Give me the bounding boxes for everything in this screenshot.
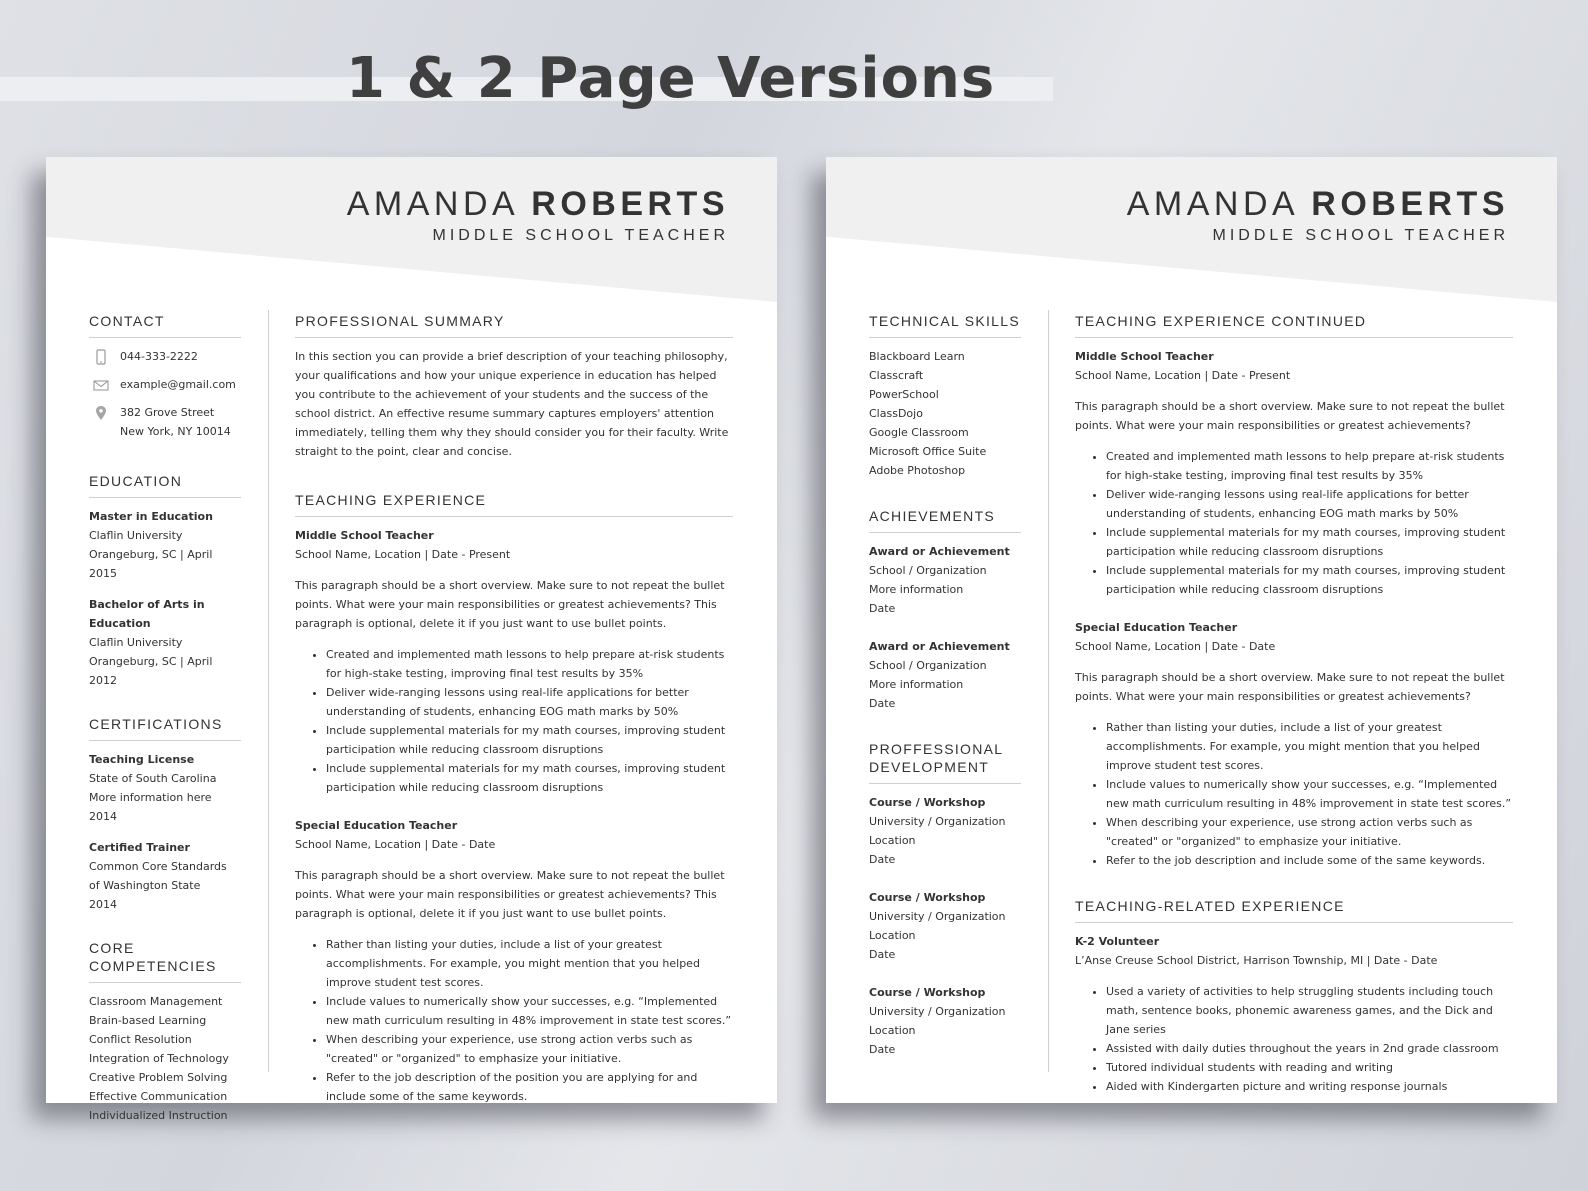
job-bullets [295,935,733,1106]
section-title: ACHIEVEMENTS [869,507,1021,533]
skill-item: ClassDojo [869,407,923,420]
section-title: CONTACT [89,312,241,338]
achievement-line: Date [869,602,896,615]
achievements-section [869,507,1021,713]
competencies-section [89,939,241,1125]
job-bullets [1075,718,1513,870]
course-line: Date [869,1043,896,1056]
bullet-item: • Include values to numerically show your successes, e.g. “Implemented new math curriculum resulting in 48% improvement in state test scores.” [1106,775,1513,813]
course-line: Location [869,929,916,942]
contact-section [89,312,241,441]
resume-page-2 [826,157,1557,1103]
job-bullets [1075,447,1513,599]
bullet-item: • When describing your experience, use strong action verbs such as "created" or "organized" to emphasize your initiative. [326,1030,733,1068]
bullet-item: • Refer to the job description and include some of the same keywords. [1106,851,1513,870]
experience-section [295,491,733,1106]
competency-item: Integration of Technology [89,1052,229,1065]
section-title: TEACHING-RELATED EXPERIENCE [1075,897,1513,923]
skills-section [869,312,1021,480]
skill-item: Blackboard Learn [869,350,965,363]
summary-section [295,312,733,461]
skill-item: Classcraft [869,369,924,382]
summary-text: In this section you can provide a brief description of your teaching philosophy, your qualifications and how your unique experience in education has helped you contribute to the achievement of your students and the success of the school district. An effective resume summary captures employers' attention immediately, telling them why they should consider you for their faculty. Write straight to the point, clear and concise. [295,350,729,458]
bullet-item: • Include values to numerically show your successes, e.g. “Implemented new math curriculum resulting in 48% improvement in state test scores.” [326,992,733,1030]
left-column [869,312,1021,1059]
left-column [89,312,241,1125]
school: Claflin University [89,529,183,542]
job-title: Special Education Teacher [295,819,458,832]
achievement-line: More information [869,583,964,596]
course-line: Date [869,853,896,866]
certification-line: 2014 [89,898,117,911]
phone-icon [93,349,109,365]
skill-item: Microsoft Office Suite [869,445,987,458]
bullet-item: • Include supplemental materials for my math courses, improving student participation while reducing classroom disruptions [1106,523,1513,561]
section-title: TEACHING EXPERIENCE CONTINUED [1075,312,1513,338]
job-title: Middle School Teacher [295,529,434,542]
achievement-line: More information [869,678,964,691]
job-overview: This paragraph should be a short overview. Make sure to not repeat the bullet points. What were your main responsibilities or greatest achievements? This paragraph is optional, delete it if you just want to use bullet points. [295,579,725,630]
bullet-item: • Tutored individual students with reading and writing [1106,1058,1513,1077]
job-title: Middle School Teacher [1075,350,1214,363]
skill-item: Google Classroom [869,426,969,439]
bullet-item: • Deliver wide-ranging lessons using real-life applications for better understanding of students, enhancing EOG math marks by 50% [1106,485,1513,523]
column-divider [1048,310,1049,1072]
job-title: K-2 Volunteer [1075,935,1160,948]
course-name: Course / Workshop [869,796,986,809]
competency-item: Brain-based Learning [89,1014,207,1027]
skill-item: Adobe Photoshop [869,464,966,477]
banner-title: 1 & 2 Page Versions [346,46,996,111]
section-title: PROFFESSIONAL DEVELOPMENT [869,740,1021,784]
resume-name [1127,185,1509,224]
education-info: Orangeburg, SC | April 2012 [89,655,213,687]
job-bullets [1075,982,1513,1096]
competency-item: Creative Problem Solving [89,1071,228,1084]
bullet-item: • Include supplemental materials for my math courses, improving student participation while reducing classroom disruptions [1106,561,1513,599]
education-info: Orangeburg, SC | April 2015 [89,548,213,580]
bullet-item: • Refer to the job description of the position you are applying for and include some of the same keywords. [326,1068,733,1106]
address-line: New York, NY 10014 [120,425,231,438]
job-meta: School Name, Location | Date - Date [295,838,496,851]
section-title: CORE COMPETENCIES [89,939,241,983]
skill-item: PowerSchool [869,388,939,401]
section-title: CERTIFICATIONS [89,715,241,741]
school: Claflin University [89,636,183,649]
resume-role: MIDDLE SCHOOL TEACHER [1212,227,1509,244]
education-section [89,472,241,690]
competency-item: Individualized Instruction [89,1109,228,1122]
bullet-item: • Rather than listing your duties, include a list of your greatest accomplishments. For example, you might mention that you helped improve student test scores. [1106,718,1513,775]
degree: Bachelor of Arts in Education [89,598,205,630]
section-title: TECHNICAL SKILLS [869,312,1021,338]
bullet-item: • When describing your experience, use strong action verbs such as "created" or "organized" to emphasize your initiative. [1106,813,1513,851]
job-bullets [295,645,733,797]
course-line: Location [869,834,916,847]
resume-name [347,185,729,224]
course-line: Location [869,1024,916,1037]
bullet-item: • Include supplemental materials for my math courses, improving student participation while reducing classroom disruptions [326,721,733,759]
mail-icon [93,377,109,393]
certification-line: More information here [89,791,212,804]
contact-phone [89,347,241,366]
certification-name: Teaching License [89,753,195,766]
section-title: PROFESSIONAL SUMMARY [295,312,733,338]
resume-role: MIDDLE SCHOOL TEACHER [432,227,729,244]
resume-page-1 [46,157,777,1122]
course-line: University / Organization [869,910,1006,923]
certification-line: Common Core Standards [89,860,227,873]
achievement-name: Award or Achievement [869,640,1010,653]
section-title: TEACHING EXPERIENCE [295,491,733,517]
right-column [1075,312,1513,1096]
job-overview: This paragraph should be a short overview. Make sure to not repeat the bullet points. What were your main responsibilities or greatest achievements? [1075,671,1505,703]
certifications-section [89,715,241,914]
achievement-line: School / Organization [869,659,987,672]
first-name: AMANDA [1126,185,1298,223]
competency-item: Classroom Management [89,995,223,1008]
bullet-item: • Rather than listing your duties, include a list of your greatest accomplishments. For example, you might mention that you helped improve student test scores. [326,935,733,992]
contact-email [89,375,241,394]
bullet-item: • Aided with Kindergarten picture and writing response journals [1106,1077,1513,1096]
competency-item: Effective Communication [89,1090,228,1103]
section-title: EDUCATION [89,472,241,498]
certification-line: 2014 [89,810,117,823]
course-name: Course / Workshop [869,891,986,904]
last-name: ROBERTS [1311,185,1509,223]
certification-line: of Washington State [89,879,201,892]
certification-line: State of South Carolina [89,772,217,785]
achievement-line: School / Organization [869,564,987,577]
course-line: University / Organization [869,815,1006,828]
job-overview: This paragraph should be a short overview. Make sure to not repeat the bullet points. What were your main responsibilities or greatest achievements? This paragraph is optional, delete it if you just want to use bullet points. [295,869,725,920]
competency-item: Conflict Resolution [89,1033,192,1046]
development-section [869,740,1021,1059]
bullet-item: • Deliver wide-ranging lessons using real-life applications for better understanding of students, enhancing EOG math marks by 50% [326,683,733,721]
bullet-item: • Used a variety of activities to help struggling students including touch math, sentence books, phonemic awareness games, and the Dick and Jane series [1106,982,1513,1039]
job-meta: School Name, Location | Date - Date [1075,640,1276,653]
bullet-item: • Created and implemented math lessons to help prepare at-risk students for high-stake testing, improving final test results by 35% [326,645,733,683]
degree: Master in Education [89,510,213,523]
bullet-item: • Assisted with daily duties throughout the years in 2nd grade classroom [1106,1039,1513,1058]
contact-address [89,403,241,441]
column-divider [268,310,269,1072]
course-name: Course / Workshop [869,986,986,999]
last-name: ROBERTS [531,185,729,223]
experience-continued-section [1075,312,1513,870]
email-text: example@gmail.com [120,378,236,391]
bullet-item: • Created and implemented math lessons to help prepare at-risk students for high-stake testing, improving final test results by 35% [1106,447,1513,485]
job-overview: This paragraph should be a short overview. Make sure to not repeat the bullet points. What were your main responsibilities or greatest achievements? [1075,400,1505,432]
right-column [295,312,733,1106]
first-name: AMANDA [346,185,518,223]
bullet-item: • Include supplemental materials for my math courses, improving student participation while reducing classroom disruptions [326,759,733,797]
job-meta: L’Anse Creuse School District, Harrison Township, MI | Date - Date [1075,954,1438,967]
course-line: Date [869,948,896,961]
job-title: Special Education Teacher [1075,621,1238,634]
location-pin-icon [93,405,109,421]
related-experience-section [1075,897,1513,1096]
achievement-line: Date [869,697,896,710]
course-line: University / Organization [869,1005,1006,1018]
address-line: 382 Grove Street [120,406,215,419]
job-meta: School Name, Location | Date - Present [295,548,511,561]
achievement-name: Award or Achievement [869,545,1010,558]
job-meta: School Name, Location | Date - Present [1075,369,1291,382]
certification-name: Certified Trainer [89,841,190,854]
phone-text: 044-333-2222 [120,350,198,363]
